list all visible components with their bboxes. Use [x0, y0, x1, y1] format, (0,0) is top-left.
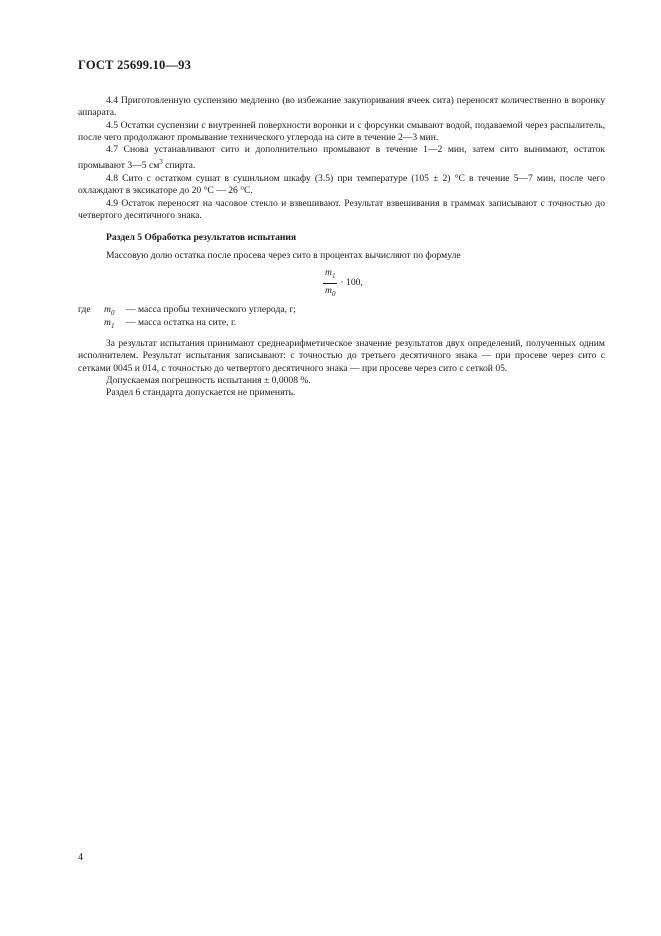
- mass-fraction-formula: [323, 267, 605, 300]
- variable-definitions: [78, 304, 605, 330]
- paragraph-4-5: 4.5 Остатки суспензии с внутренней поверхности воронки и с форсунки смывают водой, подаваемой через распылитель, после чего продолжают промывание технического углерода на сите в течение 2—3 мин.: [78, 119, 605, 143]
- section-5-title: Раздел 5 Обработка результатов испытания: [106, 232, 297, 244]
- paragraph-4-4: 4.4 Приготовленную суспензию медленно (во избежание закупоривания ячеек сита) переносят количественно в воронку аппарата.: [78, 95, 605, 119]
- paragraph-4-7-tail: спирта.: [162, 160, 196, 172]
- section-5-intro: Массовую долю остатка после просева через сито в процентах вычисляют по формуле: [106, 250, 461, 262]
- formula-multiplier: · 100,: [340, 277, 363, 289]
- formula-numerator: $m_1$: [323, 267, 337, 284]
- tolerance-paragraph: Допускаемая погрешность испытания ± 0,0008 %.: [106, 375, 311, 387]
- definition-symbol-m0: $m_0$: [104, 304, 115, 318]
- definition-lead: где: [78, 304, 91, 316]
- paragraph-4-7: [78, 144, 605, 173]
- formula-fraction: [323, 267, 337, 300]
- document-header: ГОСТ 25699.10—93: [78, 58, 192, 72]
- section-6-note: Раздел 6 стандарта допускается не применять.: [106, 387, 296, 399]
- definition-text-m1: — масса остатка на сите, г.: [126, 317, 237, 329]
- definition-symbol-m1: $m_1$: [104, 317, 115, 331]
- document-body: [78, 95, 605, 400]
- result-paragraph: За результат испытания принимают среднеарифметическое значение результатов двух определений, полученных одним исполнителем. Результат испытания записывают: с точностью до третьего десятичного знака — при просеве через сито с сетками 0045 и 014, с точностью до четвертого десятичного знака — при просеве через сито с сеткой 05.: [78, 338, 605, 374]
- formula-denominator: $m_0$: [325, 284, 336, 298]
- definition-m1: [78, 317, 605, 330]
- definition-text-m0: — масса пробы технического углерода, г;: [126, 304, 296, 316]
- paragraph-4-9: 4.9 Остаток переносят на часовое стекло и взвешивают. Результат взвешивания в граммах записывают с точностью до четвертого десятичного знака.: [78, 197, 605, 221]
- definition-m0: [78, 304, 605, 317]
- paragraph-4-8: 4.8 Сито с остатком сушат в сушильном шкафу (3.5) при температуре (105 ± 2) °С в течение 5—7 мин, после чего охлаждают в эксикаторе до 20 °С — 26 °С.: [78, 172, 605, 197]
- paragraph-4-7-text: 4.7 Снова устанавливают сито и дополнительно промывают в течение 1—2 мин, затем сито вынимают, остаток промывают 3—5 см: [78, 144, 605, 172]
- page-number: 4: [78, 852, 83, 863]
- superscript-cube: 3: [159, 158, 163, 167]
